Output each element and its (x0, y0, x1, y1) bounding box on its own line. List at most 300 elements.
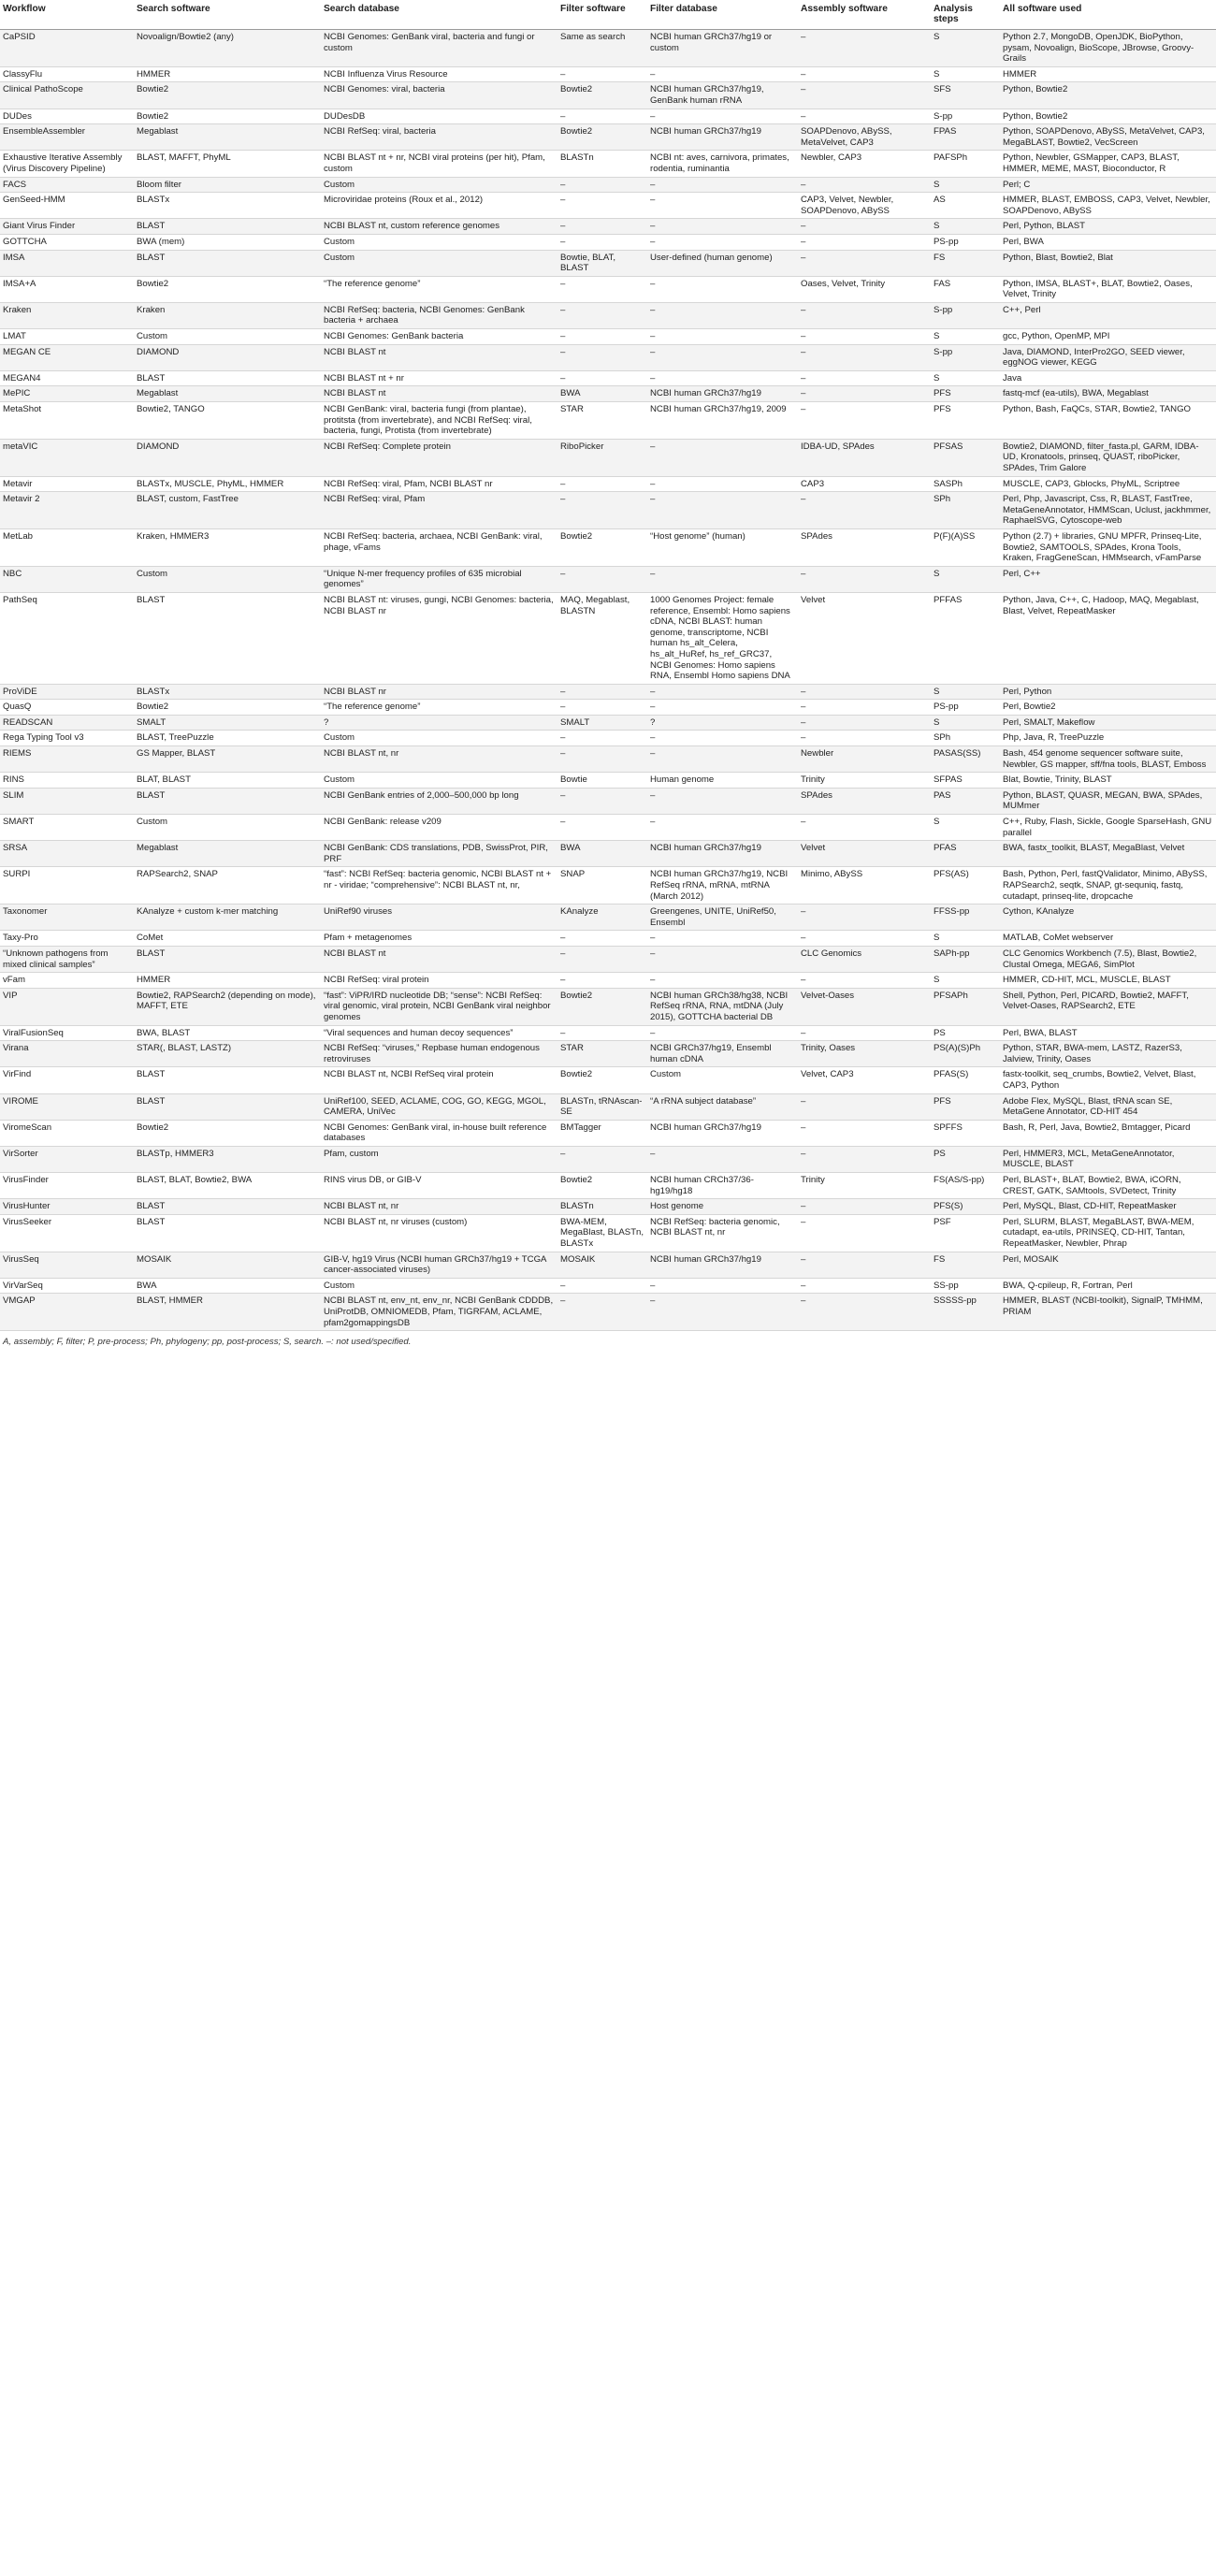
table-cell: Rega Typing Tool v3 (0, 731, 134, 746)
table-cell: – (798, 931, 931, 947)
table-cell: NCBI BLAST nt, nr (321, 1199, 557, 1215)
table-cell: Perl, MOSAIK (1000, 1252, 1216, 1278)
table-cell: – (798, 1252, 931, 1278)
table-row (0, 1252, 1216, 1278)
table-cell: Perl, SMALT, Makeflow (1000, 715, 1216, 731)
table-cell: – (557, 66, 647, 82)
table-cell: SLIM (0, 788, 134, 814)
table-cell: SFS (931, 82, 1000, 109)
table-cell: NCBI RefSeq: bacteria, NCBI Genomes: GenBank bacteria + archaea (321, 302, 557, 328)
table-cell: – (647, 566, 798, 592)
table-cell: BLASTx (134, 684, 321, 700)
table-cell: DIAMOND (134, 439, 321, 476)
table-cell: Perl, Python, BLAST (1000, 219, 1216, 235)
table-cell: HMMER (134, 66, 321, 82)
table-cell: NCBI GenBank: CDS translations, PDB, SwissProt, PIR, PRF (321, 841, 557, 867)
table-cell: NCBI RefSeq: viral protein (321, 973, 557, 989)
table-cell: PFAS (931, 841, 1000, 867)
table-cell: VirusHunter (0, 1199, 134, 1215)
table-cell: “Viral sequences and human decoy sequences” (321, 1025, 557, 1041)
table-cell: NCBI GenBank entries of 2,000–500,000 bp long (321, 788, 557, 814)
table-cell: NCBI GenBank: release v209 (321, 815, 557, 841)
table-cell: – (798, 370, 931, 386)
table-cell: Velvet (798, 592, 931, 684)
table-cell: – (557, 219, 647, 235)
table-cell: BLAST, TreePuzzle (134, 731, 321, 746)
table-cell: Clinical PathoScope (0, 82, 134, 109)
table-cell: MEGAN CE (0, 344, 134, 370)
table-cell: Perl, C++ (1000, 566, 1216, 592)
table-cell: – (647, 476, 798, 492)
table-cell: FS (931, 1252, 1000, 1278)
table-cell: NBC (0, 566, 134, 592)
table-cell: BLAST (134, 946, 321, 972)
table-cell: – (647, 66, 798, 82)
table-row (0, 715, 1216, 731)
table-cell: VirusSeeker (0, 1214, 134, 1252)
table-cell: – (557, 746, 647, 773)
table-row (0, 344, 1216, 370)
table-cell: – (647, 788, 798, 814)
table-cell: NCBI RefSeq: viral, Pfam, NCBI BLAST nr (321, 476, 557, 492)
table-cell: – (798, 731, 931, 746)
table-cell: HMMER (1000, 66, 1216, 82)
table-cell: ViromeScan (0, 1120, 134, 1146)
table-cell: NCBI RefSeq: viral, Pfam (321, 492, 557, 529)
table-cell: Novoalign/Bowtie2 (any) (134, 30, 321, 67)
table-cell: HMMER, CD-HIT, MCL, MUSCLE, BLAST (1000, 973, 1216, 989)
table-cell: Bloom filter (134, 177, 321, 193)
table-cell: Blat, Bowtie, Trinity, BLAST (1000, 773, 1216, 789)
table-cell: SPAdes (798, 788, 931, 814)
table-cell: Perl, Php, Javascript, Css, R, BLAST, FastTree, MetaGeneAnnotator, HMMScan, Uclust, jackhmmer, RaphaelSVG, Cytoscope-web (1000, 492, 1216, 529)
table-cell: S (931, 177, 1000, 193)
table-cell: BLASTx, MUSCLE, PhyML, HMMER (134, 476, 321, 492)
table-cell: Minimo, ABySS (798, 867, 931, 904)
table-row (0, 193, 1216, 219)
table-cell: NCBI Genomes: GenBank viral, in-house built reference databases (321, 1120, 557, 1146)
table-cell: ViralFusionSeq (0, 1025, 134, 1041)
table-cell: BLAT, BLAST (134, 773, 321, 789)
table-cell: – (557, 234, 647, 250)
table-cell: Bowtie2 (557, 1173, 647, 1199)
table-cell: PS(A)(S)Ph (931, 1041, 1000, 1067)
table-cell: SPFFS (931, 1120, 1000, 1146)
table-cell: – (798, 715, 931, 731)
table-cell: HMMER (134, 973, 321, 989)
table-cell: Greengenes, UNITE, UniRef50, Ensembl (647, 904, 798, 931)
table-cell: SMALT (134, 715, 321, 731)
table-row (0, 815, 1216, 841)
table-cell: Trinity (798, 773, 931, 789)
table-cell: VIROME (0, 1093, 134, 1120)
table-cell: – (557, 973, 647, 989)
table-cell: Perl, BLAST+, BLAT, Bowtie2, BWA, iCORN, CREST, GATK, SAMtools, SVDetect, Trinity (1000, 1173, 1216, 1199)
table-row (0, 1093, 1216, 1120)
table-cell: NCBI human CRCh37/36-hg19/hg18 (647, 1173, 798, 1199)
table-cell: – (647, 492, 798, 529)
table-cell: – (798, 1199, 931, 1215)
table-cell: FPAS (931, 124, 1000, 151)
table-cell: NCBI BLAST nt, nr (321, 746, 557, 773)
table-cell: – (557, 566, 647, 592)
table-cell: Python 2.7, MongoDB, OpenJDK, BioPython, pysam, Novoalign, BioScope, JBrowse, Groovy-Grails (1000, 30, 1216, 67)
table-row (0, 731, 1216, 746)
table-cell: Bowtie2 (134, 700, 321, 716)
table-row (0, 476, 1216, 492)
table-cell: Perl, BWA, BLAST (1000, 1025, 1216, 1041)
table-cell: BWA-MEM, MegaBlast, BLASTn, BLASTx (557, 1214, 647, 1252)
table-row (0, 592, 1216, 684)
table-cell: RAPSearch2, SNAP (134, 867, 321, 904)
table-cell: – (798, 904, 931, 931)
table-cell: Custom (134, 566, 321, 592)
table-cell: FFSS-pp (931, 904, 1000, 931)
table-cell: HMMER, BLAST, EMBOSS, CAP3, Velvet, Newbler, SOAPDenovo, ABySS (1000, 193, 1216, 219)
table-cell: STAR (557, 402, 647, 440)
table-row (0, 1120, 1216, 1146)
table-cell: NCBI human GRCh38/hg38, NCBI RefSeq rRNA, RNA, mtDNA (July 2015), GOTTCHA bacterial DB (647, 988, 798, 1025)
table-cell: Custom (321, 250, 557, 276)
table-cell: Custom (134, 815, 321, 841)
table-cell: PFS (931, 386, 1000, 402)
table-cell: NCBI Influenza Virus Resource (321, 66, 557, 82)
column-header: All software used (1000, 0, 1216, 30)
table-cell: IMSA+A (0, 276, 134, 302)
table-cell: – (798, 1093, 931, 1120)
table-cell: – (647, 1025, 798, 1041)
table-row (0, 30, 1216, 67)
table-row (0, 219, 1216, 235)
table-cell: Megablast (134, 124, 321, 151)
table-row (0, 841, 1216, 867)
table-cell: Perl, Python (1000, 684, 1216, 700)
table-cell: SPAdes (798, 528, 931, 566)
table-row (0, 1214, 1216, 1252)
table-cell: BLAST (134, 219, 321, 235)
table-cell: – (647, 684, 798, 700)
table-cell: 1000 Genomes Project: female reference, Ensembl: Homo sapiens cDNA, NCBI BLAST: human genome, transcriptome, NCBI human hs_alt_Celera, hs_alt_HuRef, hs_ref_GRC37, NCBI Genomes: Homo sapiens RNA, Ensembl Homo sapiens DNA (647, 592, 798, 684)
table-cell: LMAT (0, 329, 134, 345)
table-cell: S (931, 931, 1000, 947)
table-cell: HMMER, BLAST (NCBI-toolkit), SignalP, TMHMM, PRIAM (1000, 1294, 1216, 1331)
table-cell: Bowtie2 (134, 276, 321, 302)
table-cell: – (557, 476, 647, 492)
table-cell: Bowtie2, DIAMOND, filter_fasta.pl, GARM, IDBA-UD, Kronatools, prinseq, QUAST, riboPicker, SPAdes, Trim Galore (1000, 439, 1216, 476)
table-cell: VirFind (0, 1067, 134, 1093)
table-cell: – (798, 329, 931, 345)
table-cell: NCBI RefSeq: “viruses,” Repbase human endogenous retroviruses (321, 1041, 557, 1067)
table-cell: Newbler (798, 746, 931, 773)
column-header: Filter software (557, 0, 647, 30)
table-cell: – (798, 302, 931, 328)
table-cell: – (798, 1146, 931, 1172)
table-row (0, 566, 1216, 592)
table-cell: Pfam + metagenomes (321, 931, 557, 947)
table-cell: Bowtie2 (557, 82, 647, 109)
table-row (0, 439, 1216, 476)
table-row (0, 700, 1216, 716)
table-cell: – (557, 193, 647, 219)
table-cell: SPh (931, 731, 1000, 746)
table-cell: Python, IMSA, BLAST+, BLAT, Bowtie2, Oases, Velvet, Trinity (1000, 276, 1216, 302)
table-cell: fastx-toolkit, seq_crumbs, Bowtie2, Velvet, Blast, CAP3, Python (1000, 1067, 1216, 1093)
table-cell: Custom (647, 1067, 798, 1093)
table-cell: SMART (0, 815, 134, 841)
table-cell: – (647, 815, 798, 841)
table-cell: Python, Java, C++, C, Hadoop, MAQ, Megablast, Blast, Velvet, RepeatMasker (1000, 592, 1216, 684)
table-cell: SASPh (931, 476, 1000, 492)
table-cell: – (647, 1278, 798, 1294)
table-cell: Taxy-Pro (0, 931, 134, 947)
table-cell: fastq-mcf (ea-utils), BWA, Megablast (1000, 386, 1216, 402)
table-cell: S-pp (931, 302, 1000, 328)
table-cell: Newbler, CAP3 (798, 151, 931, 177)
table-cell: “Unique N-mer frequency profiles of 635 microbial genomes” (321, 566, 557, 592)
table-cell: MEGAN4 (0, 370, 134, 386)
table-row (0, 773, 1216, 789)
table-row (0, 867, 1216, 904)
table-cell: S-pp (931, 109, 1000, 124)
table-cell: BLAST (134, 788, 321, 814)
column-header: Assembly software (798, 0, 931, 30)
table-cell: – (557, 1294, 647, 1331)
table-cell: BWA (134, 1278, 321, 1294)
table-cell: – (798, 386, 931, 402)
table-cell: IDBA-UD, SPAdes (798, 439, 931, 476)
table-cell: Megablast (134, 386, 321, 402)
table-cell: – (647, 1294, 798, 1331)
table-cell: CLC Genomics (798, 946, 931, 972)
table-cell: GS Mapper, BLAST (134, 746, 321, 773)
table-cell: “The reference genome” (321, 276, 557, 302)
table-cell: NCBI BLAST nt, nr viruses (custom) (321, 1214, 557, 1252)
table-cell: READSCAN (0, 715, 134, 731)
table-cell: Bowtie2 (557, 528, 647, 566)
table-row (0, 492, 1216, 529)
table-cell: Bowtie, BLAT, BLAST (557, 250, 647, 276)
table-cell: Custom (321, 773, 557, 789)
table-cell: S (931, 815, 1000, 841)
table-cell: Megablast (134, 841, 321, 867)
table-cell: PFS(AS) (931, 867, 1000, 904)
table-cell: – (798, 109, 931, 124)
table-cell: SRSA (0, 841, 134, 867)
table-cell: BLASTn (557, 151, 647, 177)
table-cell: PFSAS (931, 439, 1000, 476)
table-cell: – (798, 250, 931, 276)
table-cell: Exhaustive Iterative Assembly (Virus Discovery Pipeline) (0, 151, 134, 177)
table-cell: BLAST (134, 370, 321, 386)
table-cell: Oases, Velvet, Trinity (798, 276, 931, 302)
table-cell: MePIC (0, 386, 134, 402)
table-cell: S (931, 30, 1000, 67)
table-cell: SSSSS-pp (931, 1294, 1000, 1331)
table-row (0, 1199, 1216, 1215)
table-cell: Trinity, Oases (798, 1041, 931, 1067)
table-cell: – (557, 946, 647, 972)
table-cell: BLAST, BLAT, Bowtie2, BWA (134, 1173, 321, 1199)
table-cell: PathSeq (0, 592, 134, 684)
table-cell: Velvet (798, 841, 931, 867)
table-cell: Custom (321, 177, 557, 193)
table-cell: SNAP (557, 867, 647, 904)
table-cell: Python, BLAST, QUASR, MEGAN, BWA, SPAdes, MUMmer (1000, 788, 1216, 814)
table-cell: BWA, Q-cpileup, R, Fortran, Perl (1000, 1278, 1216, 1294)
table-row (0, 151, 1216, 177)
table-cell: Bowtie2, TANGO (134, 402, 321, 440)
table-cell: – (557, 1278, 647, 1294)
table-cell: NCBI Genomes: GenBank bacteria (321, 329, 557, 345)
table-cell: ClassyFlu (0, 66, 134, 82)
table-cell: – (798, 1294, 931, 1331)
table-cell: – (647, 973, 798, 989)
table-cell: Bowtie2 (557, 988, 647, 1025)
table-cell: NCBI BLAST nt: viruses, gungi, NCBI Genomes: bacteria, NCBI BLAST nr (321, 592, 557, 684)
table-cell: “Unknown pathogens from mixed clinical samples” (0, 946, 134, 972)
column-header: Filter database (647, 0, 798, 30)
table-cell: RIEMS (0, 746, 134, 773)
table-cell: Velvet-Oases (798, 988, 931, 1025)
table-cell: Bowtie2 (134, 109, 321, 124)
table-row (0, 788, 1216, 814)
table-cell: PS (931, 1025, 1000, 1041)
table-cell: NCBI nt: aves, carnivora, primates, rodentia, ruminantia (647, 151, 798, 177)
table-row (0, 109, 1216, 124)
table-cell: BLAST, MAFFT, PhyML (134, 151, 321, 177)
table-cell: NCBI human GRCh37/hg19 (647, 1252, 798, 1278)
table-cell: PAS (931, 788, 1000, 814)
table-cell: NCBI RefSeq: bacteria, archaea, NCBI GenBank: viral, phage, vFams (321, 528, 557, 566)
table-cell: S (931, 370, 1000, 386)
table-cell: Bash, 454 genome sequencer software suite, Newbler, GS mapper, sff/fna tools, BLAST, Emboss (1000, 746, 1216, 773)
table-cell: – (647, 700, 798, 716)
table-cell: S (931, 715, 1000, 731)
table-cell: VirusFinder (0, 1173, 134, 1199)
table-row (0, 746, 1216, 773)
table-cell: NCBI BLAST nt (321, 386, 557, 402)
table-cell: VirVarSeq (0, 1278, 134, 1294)
table-cell: AS (931, 193, 1000, 219)
table-cell: FS (931, 250, 1000, 276)
table-cell: KAnalyze + custom k-mer matching (134, 904, 321, 931)
table-cell: Perl, SLURM, BLAST, MegaBLAST, BWA-MEM, cutadapt, ea-utils, PRINSEQ, CD-HIT, Tantan, RepeatMasker, Newbler, Phrap (1000, 1214, 1216, 1252)
table-cell: Python, Bash, FaQCs, STAR, Bowtie2, TANGO (1000, 402, 1216, 440)
table-row (0, 302, 1216, 328)
table-row (0, 177, 1216, 193)
table-cell: Metavir 2 (0, 492, 134, 529)
table-cell: Bash, Python, Perl, fastQValidator, Minimo, ABySS, RAPSearch2, seqtk, SNAP, gt-sequniq, fastq, cutadapt, prinseq-lite, dropcache (1000, 867, 1216, 904)
table-cell: – (798, 30, 931, 67)
table-cell: – (798, 684, 931, 700)
table-cell: BLAST (134, 592, 321, 684)
table-cell: – (647, 234, 798, 250)
table-cell: Bowtie2 (134, 1120, 321, 1146)
table-cell: Perl, MySQL, Blast, CD-HIT, RepeatMasker (1000, 1199, 1216, 1215)
table-cell: – (557, 788, 647, 814)
table-cell: RINS virus DB, or GIB-V (321, 1173, 557, 1199)
table-cell: NCBI human GRCh37/hg19, 2009 (647, 402, 798, 440)
table-cell: NCBI RefSeq: viral, bacteria (321, 124, 557, 151)
table-cell: – (647, 193, 798, 219)
table-cell: Custom (321, 731, 557, 746)
table-cell: ? (647, 715, 798, 731)
table-row (0, 124, 1216, 151)
table-cell: UniRef100, SEED, ACLAME, COG, GO, KEGG, MGOL, CAMERA, UniVec (321, 1093, 557, 1120)
table-cell: BLAST (134, 1067, 321, 1093)
table-cell: BLAST (134, 1199, 321, 1215)
table-row (0, 1041, 1216, 1067)
table-cell: FS(AS/S-pp) (931, 1173, 1000, 1199)
table-cell: PFS (931, 1093, 1000, 1120)
table-cell: – (647, 177, 798, 193)
table-cell: BLAST (134, 1214, 321, 1252)
table-row (0, 1146, 1216, 1172)
table-cell: – (798, 402, 931, 440)
table-cell: – (557, 931, 647, 947)
table-cell: BLAST, HMMER (134, 1294, 321, 1331)
table-cell: MATLAB, CoMet webserver (1000, 931, 1216, 947)
table-cell: – (647, 439, 798, 476)
table-row (0, 684, 1216, 700)
table-cell: BWA (557, 386, 647, 402)
table-cell: – (798, 234, 931, 250)
table-cell: S (931, 219, 1000, 235)
table-cell: gcc, Python, OpenMP, MPI (1000, 329, 1216, 345)
table-cell: Custom (321, 1278, 557, 1294)
table-cell: Python, STAR, BWA-mem, LASTZ, RazerS3, Jalview, Trinity, Oases (1000, 1041, 1216, 1067)
table-cell: “fast”: ViPR/IRD nucleotide DB; “sense”: NCBI RefSeq: viral genomic, viral protein, NCBI GenBank viral neighbor genomes (321, 988, 557, 1025)
table-cell: – (798, 492, 931, 529)
table-cell: – (557, 815, 647, 841)
table-cell: PS-pp (931, 700, 1000, 716)
table-row (0, 1173, 1216, 1199)
table-cell: PSF (931, 1214, 1000, 1252)
table-cell: NCBI human GRCh37/hg19, NCBI RefSeq rRNA, mRNA, mtRNA (March 2012) (647, 867, 798, 904)
table-row (0, 946, 1216, 972)
table-cell: PS (931, 1146, 1000, 1172)
table-cell: Custom (321, 234, 557, 250)
table-cell: – (557, 109, 647, 124)
table-cell: CAP3, Velvet, Newbler, SOAPDenovo, ABySS (798, 193, 931, 219)
table-cell: – (798, 815, 931, 841)
table-cell: SMALT (557, 715, 647, 731)
table-cell: BLAST (134, 250, 321, 276)
table-cell: DUDesDB (321, 109, 557, 124)
table-cell: Shell, Python, Perl, PICARD, Bowtie2, MAFFT, Velvet-Oases, RAPSearch2, ETE (1000, 988, 1216, 1025)
table-cell: Python, Bowtie2 (1000, 82, 1216, 109)
table-cell: – (557, 492, 647, 529)
table-cell: Virana (0, 1041, 134, 1067)
table-row (0, 1294, 1216, 1331)
table-cell: Java, DIAMOND, InterPro2GO, SEED viewer, eggNOG viewer, KEGG (1000, 344, 1216, 370)
table-cell: BWA, fastx_toolkit, BLAST, MegaBlast, Velvet (1000, 841, 1216, 867)
table-cell: Kraken, HMMER3 (134, 528, 321, 566)
table-row (0, 234, 1216, 250)
table-cell: GIB-V, hg19 Virus (NCBI human GRCh37/hg19 + TCGA cancer-associated viruses) (321, 1252, 557, 1278)
table-cell: ? (321, 715, 557, 731)
table-cell: NCBI BLAST nt, env_nt, env_nr, NCBI GenBank CDDDB, UniProtDB, OMNIOMEDB, Pfam, TIGRFAM, ACLAME, pfam2gomappingsDB (321, 1294, 557, 1331)
table-cell: – (647, 1146, 798, 1172)
table-cell: – (557, 329, 647, 345)
table-cell: ProViDE (0, 684, 134, 700)
table-cell: User-defined (human genome) (647, 250, 798, 276)
table-cell: – (798, 82, 931, 109)
table-cell: VirSorter (0, 1146, 134, 1172)
table-cell: – (798, 1025, 931, 1041)
table-cell: VirusSeq (0, 1252, 134, 1278)
table-cell: EnsembleAssembler (0, 124, 134, 151)
